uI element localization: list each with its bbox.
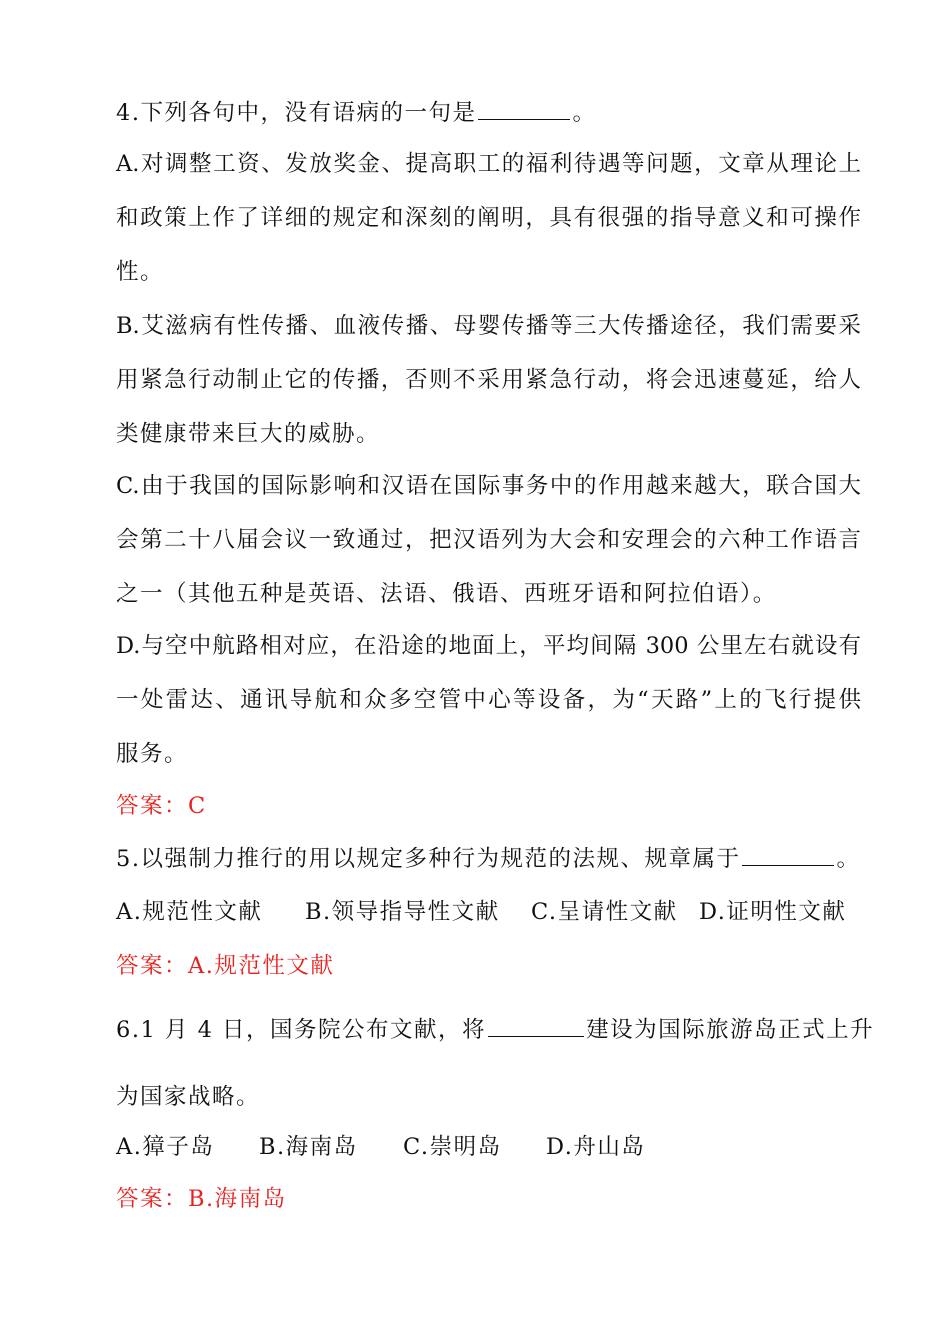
q5-stem-text: 5.以强制力推行的用以规定多种行为规范的法规、规章属于 [116, 846, 741, 872]
q4-option-c-line-2: 会第二十八届会议一致通过，把汉语列为大会和安理会的六种工作语言 [116, 527, 861, 553]
q4-blank [478, 97, 570, 120]
q4-stem-end: 。 [572, 100, 597, 126]
q4-option-b-line-3: 类健康带来巨大的威胁。 [116, 421, 381, 447]
q6-answer: 答案：B.海南岛 [116, 1186, 287, 1212]
q4-option-a-line-3: 性。 [116, 259, 165, 285]
q5-stem [116, 843, 861, 874]
q6-stem-line-1 [116, 1014, 875, 1045]
q6-option-b: B.海南岛 [259, 1134, 358, 1160]
q6-option-c: C.崇明岛 [403, 1134, 502, 1160]
q5-option-c: C.呈请性文献 [531, 899, 678, 925]
q4-option-b-line-2: 用紧急行动制止它的传播，否则不采用紧急行动，将会迅速蔓延，给人 [116, 367, 861, 393]
q5-blank [742, 843, 834, 866]
q5-stem-end: 。 [836, 846, 861, 872]
q6-option-a: A.獐子岛 [116, 1134, 215, 1160]
q4-stem [116, 97, 861, 128]
q4-option-b-line-1: B.艾滋病有性传播、血液传播、母婴传播等三大传播途径，我们需要采 [116, 313, 861, 339]
q4-option-a-line-2: 和政策上作了详细的规定和深刻的阐明，具有很强的指导意义和可操作 [116, 205, 861, 231]
q4-option-c-line-3: 之一（其他五种是英语、法语、俄语、西班牙语和阿拉伯语）。 [116, 581, 777, 607]
q5-option-d: D.证明性文献 [699, 899, 847, 925]
q6-stem-line-2: 为国家战略。 [116, 1084, 261, 1110]
q6-stem-end: 建设为国际旅游岛正式上升 [586, 1017, 875, 1043]
q5-answer: 答案：A.规范性文献 [116, 953, 335, 979]
q4-option-a-line-1: A.对调整工资、发放奖金、提高职工的福利待遇等问题，文章从理论上 [116, 151, 861, 177]
q4-stem-text: 4.下列各句中，没有语病的一句是 [116, 100, 477, 126]
q4-option-c-line-1: C.由于我国的国际影响和汉语在国际事务中的作用越来越大，联合国大 [116, 473, 861, 499]
q4-option-d-line-3: 服务。 [116, 741, 189, 767]
q4-option-d-line-2: 一处雷达、通讯导航和众多空管中心等设备，为“天路”上的飞行提供 [116, 687, 861, 713]
q5-option-a: A.规范性文献 [116, 899, 263, 925]
q6-stem-text: 6.1 月 4 日，国务院公布文献，将 [116, 1017, 487, 1043]
q4-option-d-line-1: D.与空中航路相对应，在沿途的地面上，平均间隔 300 公里左右就设有 [116, 633, 861, 659]
q5-option-b: B.领导指导性文献 [305, 899, 500, 925]
q6-option-d: D.舟山岛 [546, 1134, 646, 1160]
q4-answer: 答案：C [116, 793, 207, 819]
q6-blank [488, 1014, 584, 1037]
